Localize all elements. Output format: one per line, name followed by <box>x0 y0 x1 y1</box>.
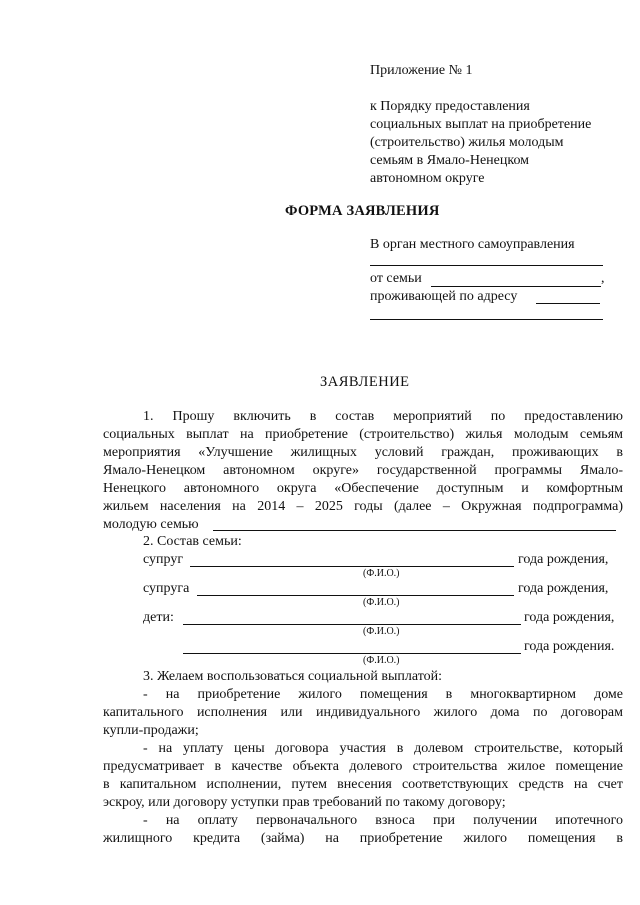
p1-line-4: Ямало-Ненецком автономном округе» государственной программы Ямало- <box>103 463 623 478</box>
p1-line-3: мероприятия «Улучшение жилищных условий граждан, проживающих в <box>103 445 623 460</box>
statement-heading: ЗАЯВЛЕНИЕ <box>320 374 410 390</box>
spouse-female-fio: (Ф.И.О.) <box>363 597 400 608</box>
child-2-birth: года рождения. <box>524 639 615 654</box>
address-label: проживающей по адресу <box>370 289 518 304</box>
spouse-male-birth: года рождения, <box>518 552 609 567</box>
address-blank-1[interactable] <box>536 303 600 304</box>
spouse-male-fio: (Ф.И.О.) <box>363 568 400 579</box>
p1-line-2: социальных выплат на приобретение (строительство) жилья молодым семьям <box>103 427 623 442</box>
child-1-birth: года рождения, <box>524 610 615 625</box>
child-2-fio: (Ф.И.О.) <box>363 655 400 666</box>
p1-line-5: Ненецкого автономного округа «Обеспечение доступным и комфортным <box>103 481 623 496</box>
p1-line-7: молодую семью <box>103 517 199 532</box>
authority-blank[interactable] <box>370 265 603 266</box>
appendix-number: Приложение № 1 <box>370 63 473 78</box>
family-heading: 2. Состав семьи: <box>143 534 242 549</box>
item1-line-1: - на приобретение жилого помещения в многоквартирном доме <box>143 687 623 702</box>
address-blank-2[interactable] <box>370 319 603 320</box>
appendix-line-3: (строительство) жилья молодым <box>370 135 564 150</box>
appendix-line-2: социальных выплат на приобретение <box>370 117 592 132</box>
addressee-to: В орган местного самоуправления <box>370 237 575 252</box>
item2-line-2: предусматривает в качестве объекта долевого строительства жилое помещение <box>103 759 623 774</box>
spouse-male-label: супруг <box>143 552 184 567</box>
item1-line-3: купли-продажи; <box>103 723 199 738</box>
appendix-line-4: семьям в Ямало-Ненецком <box>370 153 530 168</box>
child-1-blank[interactable] <box>183 624 521 625</box>
child-2-blank[interactable] <box>183 653 521 654</box>
form-title: ФОРМА ЗАЯВЛЕНИЯ <box>285 203 440 219</box>
spouse-female-blank[interactable] <box>197 595 514 596</box>
p1-line-6: жильем населения на 2014 – 2025 годы (далее – Окружная подпрограмма) <box>103 499 623 514</box>
young-family-blank[interactable] <box>213 530 616 531</box>
item1-line-2: капитального исполнения или индивидуального жилого дома по договорам <box>103 705 623 720</box>
appendix-line-1: к Порядку предоставления <box>370 99 530 114</box>
from-family-blank[interactable] <box>431 286 601 287</box>
item2-line-4: эскроу, или договору уступки прав требований по такому договору; <box>103 795 506 810</box>
section3-heading: 3. Желаем воспользоваться социальной выплатой: <box>143 669 443 684</box>
spouse-female-birth: года рождения, <box>518 581 609 596</box>
spouse-male-blank[interactable] <box>190 566 514 567</box>
p1-line-1: 1. Прошу включить в состав мероприятий по предоставлению <box>143 409 623 424</box>
item2-line-1: - на уплату цены договора участия в долевом строительстве, который <box>143 741 623 756</box>
item2-line-3: в капитальном исполнении, путем внесения соответствующих средств на счет <box>103 777 623 792</box>
from-family-label: от семьи <box>370 271 422 286</box>
child-1-fio: (Ф.И.О.) <box>363 626 400 637</box>
from-family-comma: , <box>601 271 605 286</box>
item3-line-2: жилищного кредита (займа) на приобретение жилого помещения в <box>103 831 623 846</box>
spouse-female-label: супруга <box>143 581 190 596</box>
item3-line-1: - на оплату первоначального взноса при получении ипотечного <box>143 813 623 828</box>
appendix-line-5: автономном округе <box>370 171 485 186</box>
children-label: дети: <box>143 610 174 625</box>
